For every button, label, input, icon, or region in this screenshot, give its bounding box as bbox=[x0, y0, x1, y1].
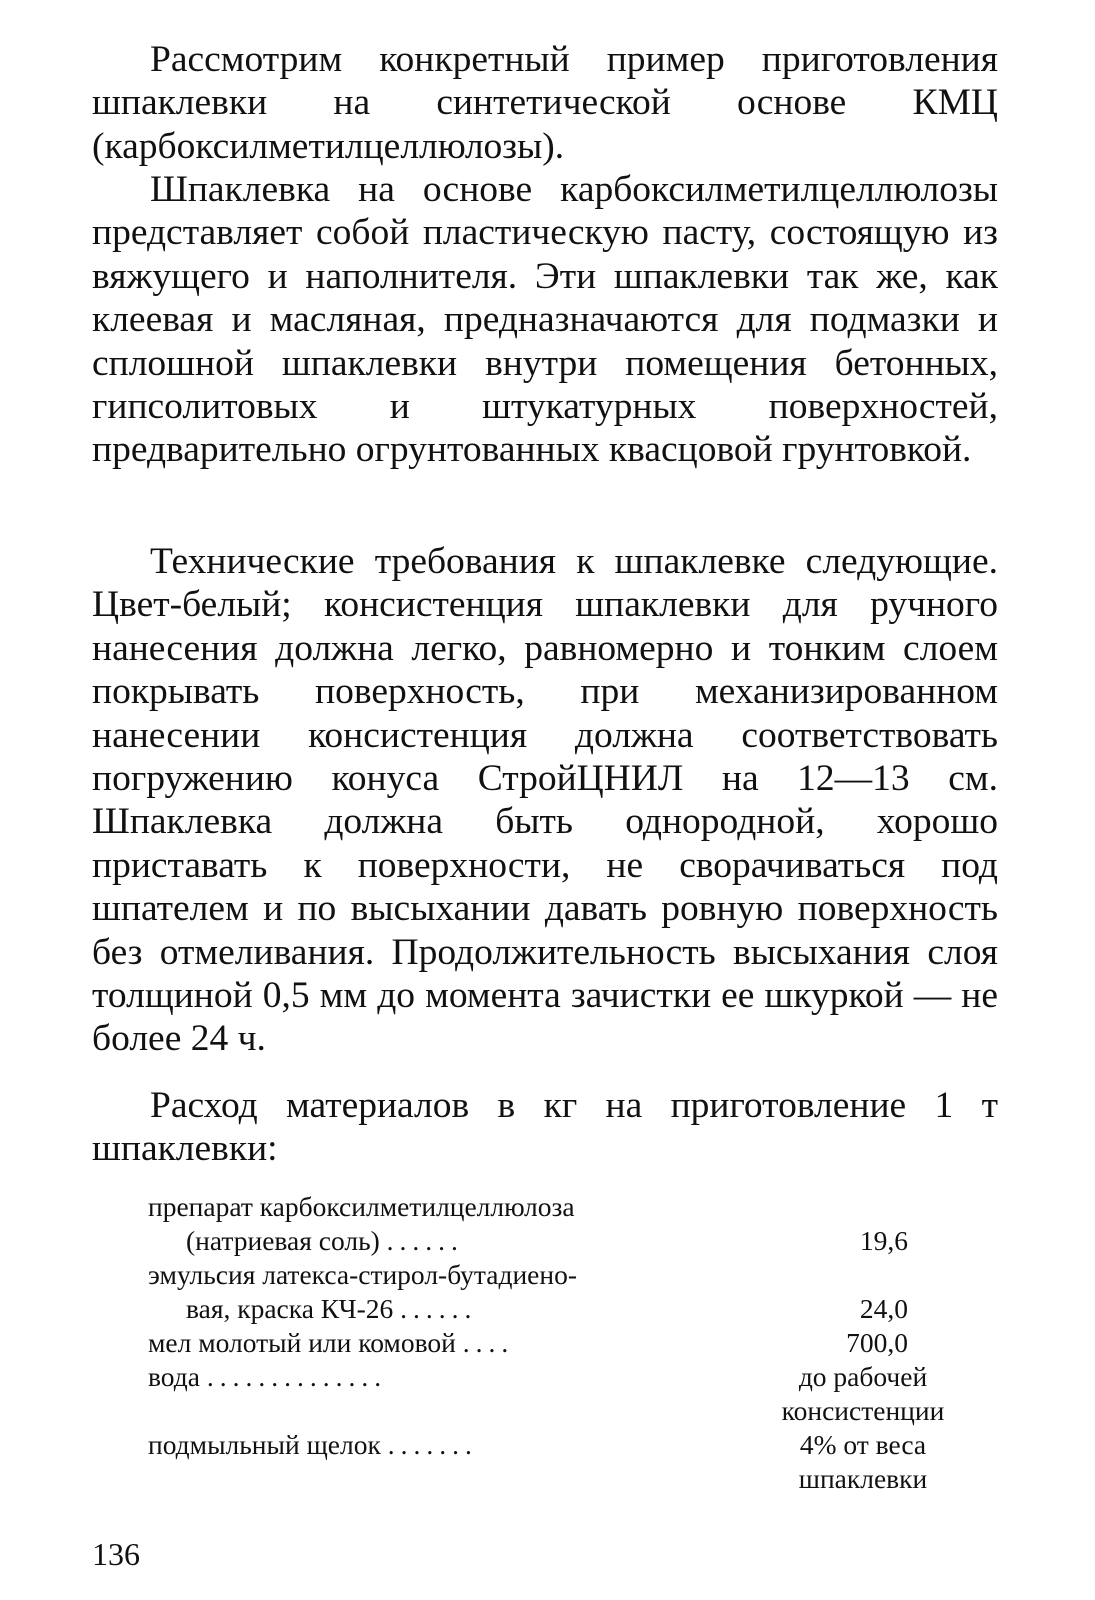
leader-dots: ...... bbox=[386, 1225, 464, 1256]
material-name-line2: вая, краска КЧ-26 bbox=[186, 1293, 394, 1324]
paragraph-requirements: Технические требования к шпаклевке следующие. Цвет-белый; консистенция шпаклевки для ручного нанесения должна легко, равномерно и тонким слоем покрывать поверхность, при механизированном нанесении консистенция должна соответствовать погружению конуса СтройЦНИЛ на 12—13 см. Шпаклевка должна быть однородной, хорошо приставать к поверхности, не сворачиваться под шпателем и по высыхании давать ровную поверхность без отмеливания. Продолжительность высыхания слоя толщиной 0,5 мм до момента зачистки ее шкуркой — не более 24 ч. bbox=[92, 541, 998, 1060]
paragraph-intro: Рассмотрим конкретный пример приготовления шпаклевки на синтетической основе КМЦ (карбоксилметилцеллюлозы). bbox=[92, 39, 998, 167]
leader-dots: ....... bbox=[387, 1429, 478, 1460]
material-amount bbox=[758, 1428, 968, 1496]
material-row bbox=[148, 1428, 968, 1496]
amount-line2: консистенции bbox=[781, 1395, 945, 1426]
material-amount: 19,6 bbox=[859, 1225, 908, 1256]
material-name-line bbox=[148, 1326, 968, 1360]
material-name: эмульсия латекса-стирол-бутадиено- bbox=[148, 1259, 577, 1290]
leader-dots: .............. bbox=[206, 1361, 388, 1392]
amount-line1: 4% от веса bbox=[799, 1429, 927, 1460]
amount-line2: шпаклевки bbox=[798, 1463, 928, 1494]
material-row bbox=[148, 1258, 968, 1326]
material-name-line2: (натриевая соль) bbox=[186, 1225, 380, 1256]
material-name-continued bbox=[148, 1292, 968, 1326]
leader-dots: ...... bbox=[400, 1293, 478, 1324]
material-amount: 24,0 bbox=[859, 1293, 908, 1324]
material-name: вода bbox=[148, 1361, 200, 1392]
leader-dots: .... bbox=[462, 1327, 515, 1358]
paragraph-description: Шпаклевка на основе карбоксилметилцеллюлозы представляет собой пластическую пасту, состоящую из вяжущего и наполнителя. Эти шпаклевки так же, как клеевая и масляная, предназначаются для подмазки и сплошной шпаклевки внутри помещения бетонных, гипсолитовых и штукатурных поверхностей, предварительно огрунтованных квасцовой грунтовкой. bbox=[92, 169, 998, 471]
material-row bbox=[148, 1190, 968, 1258]
material-name-continued bbox=[148, 1224, 968, 1258]
material-name: препарат карбоксилметилцеллюлоза bbox=[148, 1191, 575, 1222]
paragraph-consumption-heading: Расход материалов в кг на приготовление 1 т шпаклевки: bbox=[92, 1085, 998, 1170]
material-amount: 700,0 bbox=[846, 1327, 908, 1358]
material-name: подмыльный щелок bbox=[148, 1429, 381, 1460]
material-name: мел молотый или комовой bbox=[148, 1327, 456, 1358]
material-amount bbox=[758, 1360, 968, 1428]
material-row bbox=[148, 1326, 968, 1360]
materials-table bbox=[148, 1190, 968, 1496]
amount-line1: до рабочей bbox=[798, 1361, 928, 1392]
page-number: 136 bbox=[92, 1536, 140, 1572]
material-row bbox=[148, 1360, 968, 1428]
